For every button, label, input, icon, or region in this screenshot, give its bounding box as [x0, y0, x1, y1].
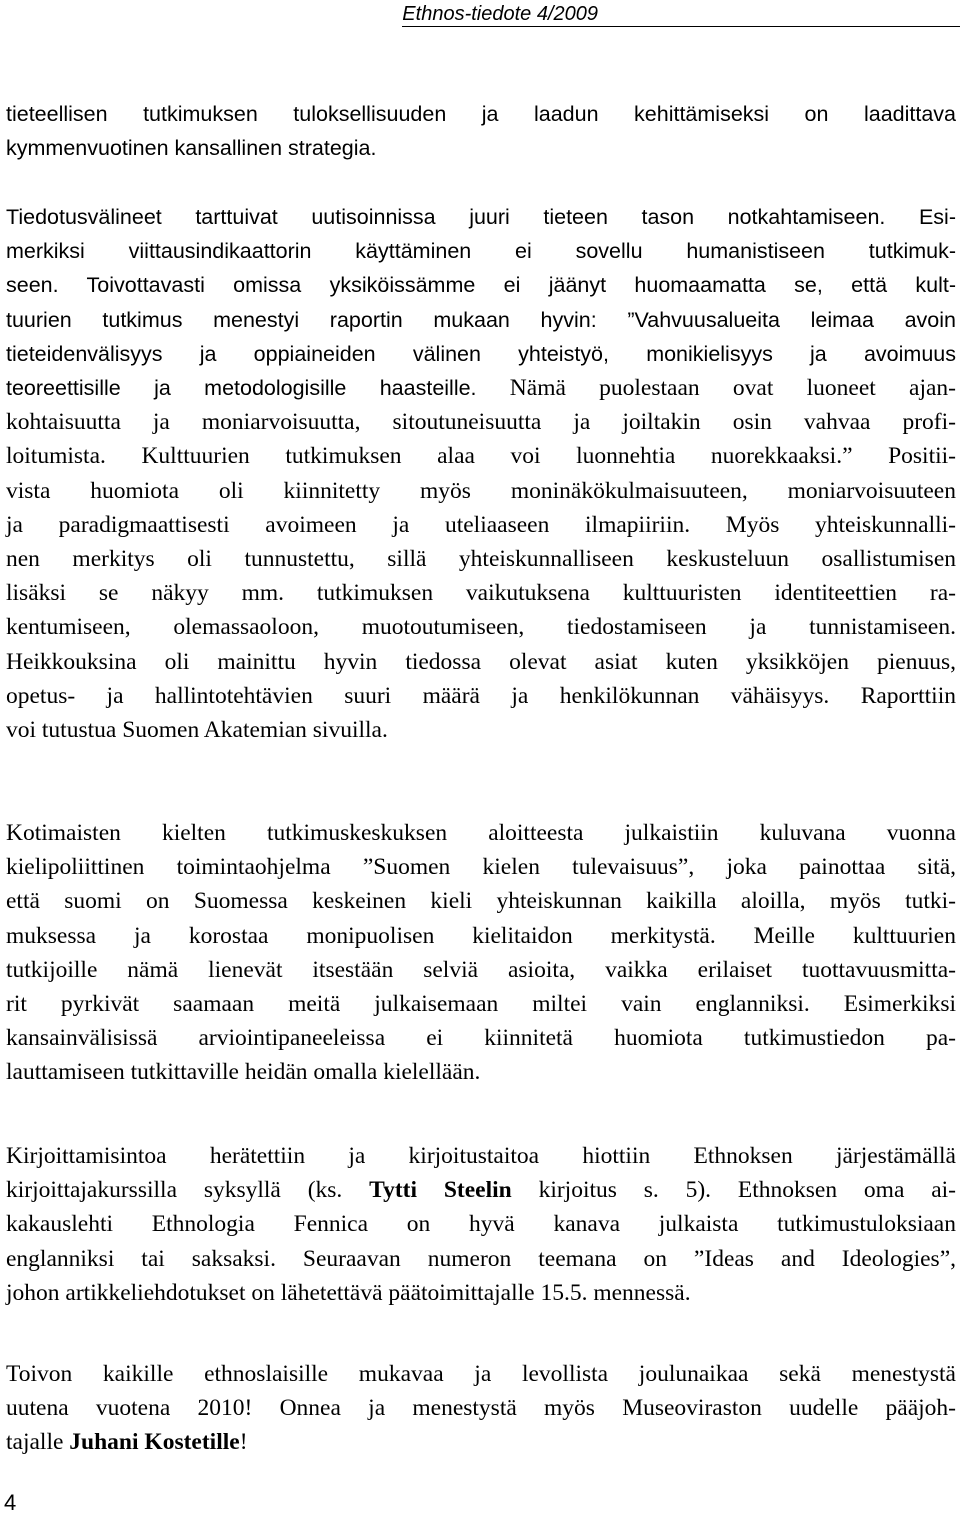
text-line: nen merkitys oli tunnustettu, sillä yhteiskunnalliseen keskusteluun osallistumisen [6, 546, 956, 573]
text-line: Kirjoittamisintoa herätettiin ja kirjoitustaitoa hiottiin Ethnoksen järjestämällä [6, 1143, 956, 1169]
text-line: Tiedotusvälineet tarttuivat uutisoinnissa juuri tieteen tason notkahtamiseen. Esi- [6, 205, 956, 229]
text-segment: teoreettisille ja metodologisille haasteille. [6, 376, 477, 401]
text-line: että suomi on Suomessa keskeinen kieli yhteiskunnan kaikilla aloilla, myös tutki- [6, 888, 956, 915]
paragraph-1 [6, 97, 956, 165]
text-segment: loitumista. Kulttuurien tutkimuksen alaa voi luonnehtia nuorekkaaksi.” [6, 443, 853, 470]
author-name: Tytti Steelin [369, 1177, 512, 1204]
text-line: lauttamiseen tutkittaville heidän omalla kielellään. [6, 1059, 481, 1086]
page-number: 4 [4, 1490, 17, 1515]
text-line: kansainvälisissä arviointipaneeleissa ei kiinnitetä huomiota tutkimustiedon pa- [6, 1025, 956, 1052]
text-line: lisäksi se näkyy mm. tutkimuksen vaikutuksena kulttuuristen identiteettien ra- [6, 580, 956, 607]
text-line: tutkijoille nämä lienevät itsestään selviä asioita, vaikka erilaiset tuottavuusmitta- [6, 956, 956, 983]
text-segment: seen. [6, 273, 59, 298]
text-line: kentumiseen, olemassaoloon, muotoutumiseen, tiedostamiseen ja tunnistamiseen. [6, 614, 956, 641]
text-line: kymmenvuotinen kansallinen strategia. [6, 136, 377, 161]
text-line: muksessa ja korostaa monipuolisen kielitaidon merkitystä. Meille kulttuurien [6, 922, 956, 949]
newsletter-title: Ethnos-tiedote 4/2009 [402, 2, 960, 27]
text-segment: kirjoittajakurssilla syksyllä (ks. [6, 1177, 370, 1204]
text-line: kielipoliittinen toimintaohjelma ”Suomen kielen tulevaisuus”, joka painottaa sitä, [6, 854, 956, 881]
text-segment: Nämä puolestaan ovat luoneet ajan- [476, 375, 956, 402]
person-name: Juhani Kostetille [69, 1429, 240, 1456]
text-line: johon artikkeliehdotukset on lähetettävä päätoimittajalle 15.5. mennessä. [6, 1279, 691, 1306]
text-line: kohtaisuutta ja moniarvoisuutta, sitoutuneisuutta ja joiltakin osin vahvaa profi- [6, 409, 956, 436]
page-header [0, 2, 960, 27]
text-line [6, 439, 956, 473]
paragraph-3 [6, 816, 956, 1090]
text-line: vista huomiota oli kiinnitetty myös moninäkökulmaisuuteen, moniarvoisuuteen [6, 477, 956, 504]
text-line: voi tutustua Suomen Akatemian sivuilla. [6, 717, 388, 744]
text-line [6, 1425, 956, 1459]
text-line: kakauslehti Ethnologia Fennica on hyvä kanava julkaista tutkimustuloksiaan [6, 1211, 956, 1238]
text-line: opetus- ja hallintotehtävien suuri määrä ja henkilökunnan vähäisyys. Raporttiin [6, 682, 956, 709]
text-line: Heikkouksina oli mainittu hyvin tiedossa olevat asiat kuten yksikköjen pienuus, [6, 648, 956, 675]
text-segment: Toivottavasti omissa yksiköissämme ei jäänyt huomaamatta se, että kult- [58, 273, 956, 298]
text-line: Kotimaisten kielten tutkimuskeskuksen aloitteesta julkaistiin kuluvana vuonna [6, 820, 956, 846]
text-line: uutena vuotena 2010! Onnea ja menestystä myös Museoviraston uudelle pääjoh- [6, 1395, 956, 1422]
text-segment: ! [239, 1429, 248, 1456]
text-line: tuurien tutkimus menestyi raportin mukaan hyvin: ”Vahvuusalueita leimaa avoin [6, 307, 956, 332]
paragraph-4 [6, 1139, 956, 1310]
text-segment: kirjoitus s. 5). Ethnoksen oma ai- [511, 1177, 957, 1204]
text-line: Toivon kaikille ethnoslaisille mukavaa ja levollista joulunaikaa sekä menestystä [6, 1361, 956, 1387]
text-line: tieteidenvälisyys ja oppiaineiden välinen yhteistyö, monikielisyys ja avoimuus [6, 341, 956, 366]
text-segment: Positii- [852, 443, 956, 470]
text-line: ja paradigmaattisesti avoimeen ja uteliaaseen ilmapiiriin. Myös yhteiskunnalli- [6, 511, 956, 538]
text-line [6, 371, 956, 405]
paragraph-5 [6, 1357, 956, 1460]
text-segment: tajalle [6, 1429, 70, 1456]
paragraph-2 [6, 200, 956, 747]
text-line [6, 1173, 956, 1207]
text-line: englanniksi tai saksaksi. Seuraavan numeron teemana on ”Ideas and Ideologies”, [6, 1245, 956, 1272]
text-line [6, 268, 956, 302]
text-line: rit pyrkivät saamaan meitä julkaisemaan miltei vain englanniksi. Esimerkiksi [6, 991, 956, 1018]
text-line: tieteellisen tutkimuksen tuloksellisuuden ja laadun kehittämiseksi on laadittava [6, 102, 956, 126]
text-line: merkiksi viittausindikaattorin käyttäminen ei sovellu humanistiseen tutkimuk- [6, 239, 956, 264]
